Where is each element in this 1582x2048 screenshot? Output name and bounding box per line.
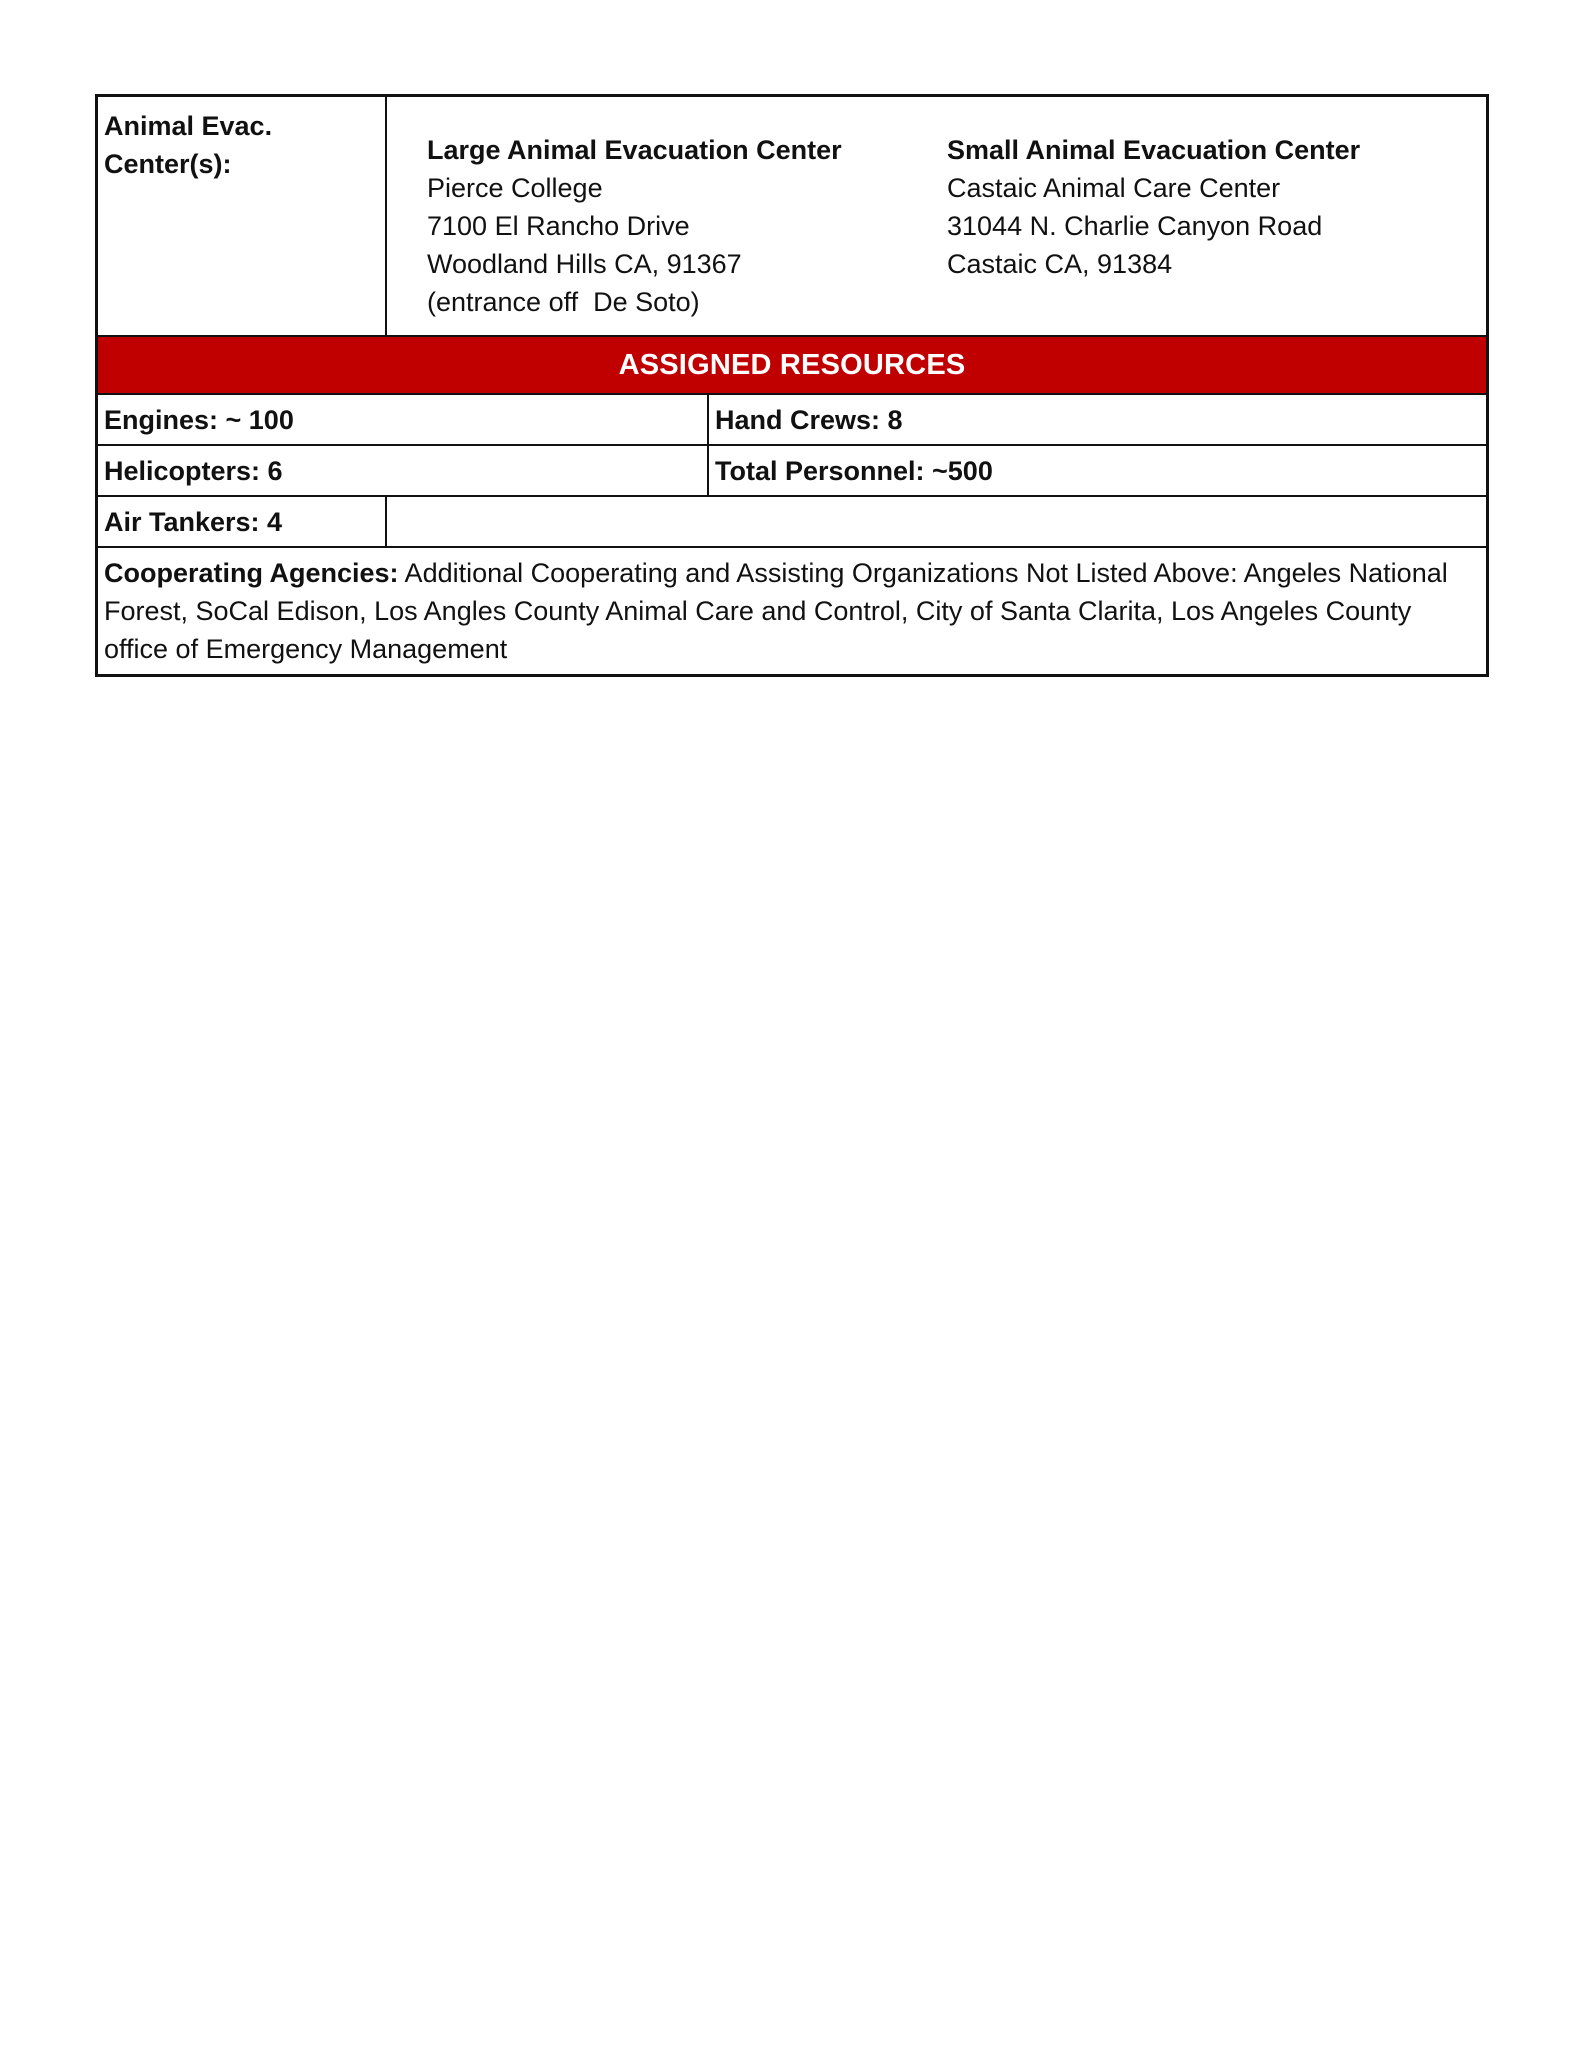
air-tankers-count: Air Tankers: 4 (98, 497, 387, 546)
hand-crews-count: Hand Crews: 8 (715, 405, 903, 435)
animal-evac-centers (387, 97, 1486, 335)
resources-row-2 (98, 446, 1486, 497)
small-animal-center (947, 131, 1360, 335)
large-animal-center (427, 131, 947, 335)
resources-row-1 (98, 395, 1486, 446)
animal-evac-label-line2: Center(s): (104, 149, 232, 179)
cooperating-agencies-row (98, 548, 1486, 674)
resources-row-3 (98, 497, 1486, 548)
cooperating-agencies (98, 548, 1486, 674)
animal-evac-row (98, 97, 1486, 337)
cooperating-agencies-text: Additional Cooperating and Assisting Organizations Not Listed Above: Angeles National Forest, SoCal Edison, Los Angles County Animal Care and Control, City of Santa Clarita, Los Angeles County office of Emergency Management (104, 558, 1448, 664)
large-animal-center-note: (entrance off De Soto) (427, 287, 700, 317)
assigned-resources-header: ASSIGNED RESOURCES (98, 337, 1486, 395)
incident-info-table (95, 94, 1489, 677)
small-animal-center-title: Small Animal Evacuation Center (947, 135, 1361, 165)
animal-evac-label (98, 97, 387, 335)
large-animal-center-title: Large Animal Evacuation Center (427, 135, 842, 165)
small-animal-center-address1: 31044 N. Charlie Canyon Road (947, 211, 1323, 241)
large-animal-center-name: Pierce College (427, 173, 603, 203)
empty-cell (387, 497, 1486, 546)
small-animal-center-name: Castaic Animal Care Center (947, 173, 1281, 203)
small-animal-center-address2: Castaic CA, 91384 (947, 249, 1173, 279)
animal-evac-label-line1: Animal Evac. (104, 111, 273, 141)
engines-count: Engines: ~ 100 (98, 395, 709, 444)
total-personnel-count: Total Personnel: ~500 (715, 456, 993, 486)
helicopters-count: Helicopters: 6 (98, 446, 709, 495)
large-animal-center-address1: 7100 El Rancho Drive (427, 211, 690, 241)
cooperating-agencies-label: Cooperating Agencies: (104, 558, 399, 588)
large-animal-center-address2: Woodland Hills CA, 91367 (427, 249, 742, 279)
